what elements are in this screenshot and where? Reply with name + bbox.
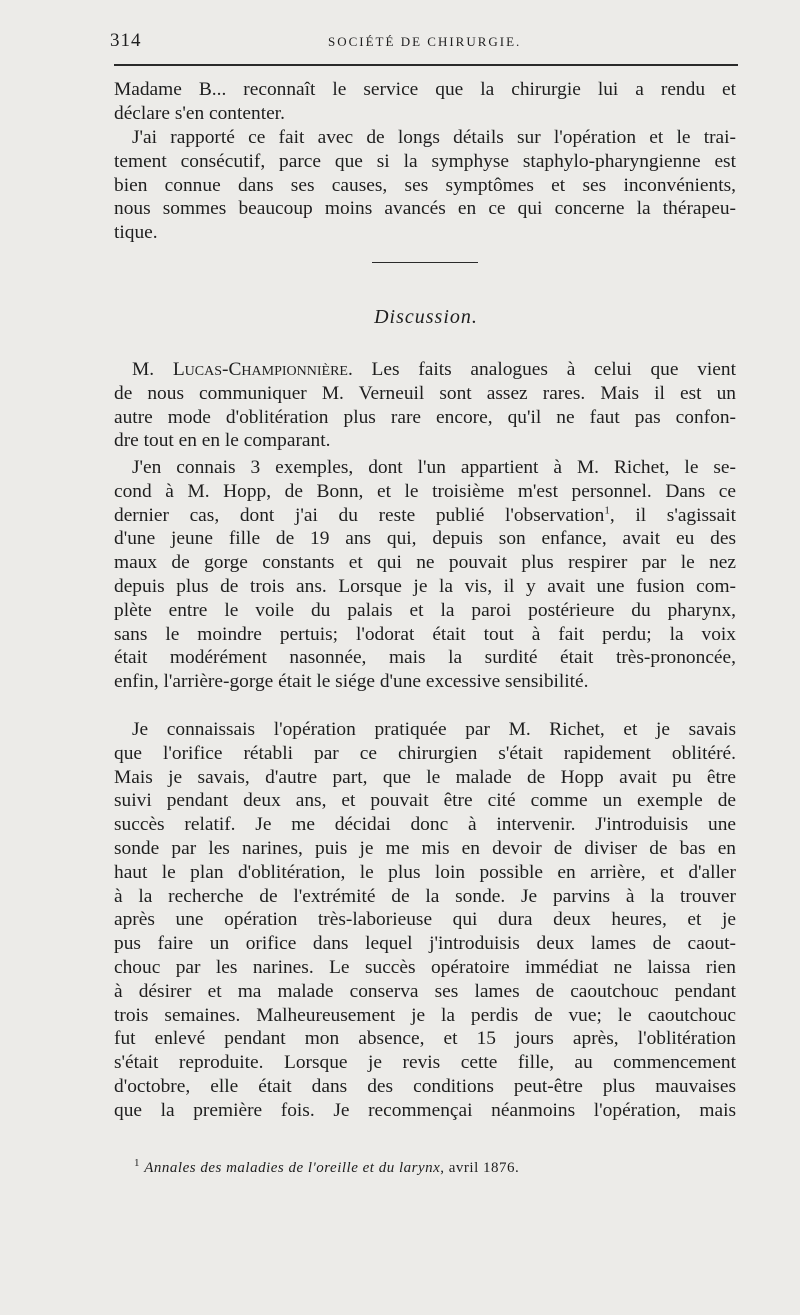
text-line: trois semaines. Malheureusement je la perdis de vue; le caoutchouc — [114, 1004, 736, 1026]
text-line: fut enlevé pendant mon absence, et 15 jours après, l'oblitération — [114, 1028, 736, 1050]
running-head: SOCIÉTÉ DE CHIRURGIE. — [328, 34, 522, 49]
footnote-mark: 1 — [134, 1157, 140, 1169]
text-fragment: dernier cas, dont j'ai du reste publié l'observation — [114, 504, 605, 526]
text-line: après une opération très-laborieuse qui dura deux heures, et je — [114, 909, 736, 931]
text-line: suivi pendant deux ans, et pouvait être cité comme un exemple de — [114, 790, 736, 812]
speaker-name: M. Lucas-Championnière. — [132, 359, 353, 380]
text-line: bien connue dans ses causes, ses symptômes et ses inconvénients, — [114, 174, 736, 196]
header-rule — [114, 64, 738, 66]
text-line: d'une jeune fille de 19 ans qui, depuis son enfance, avait eu des — [114, 528, 736, 550]
text-line: s'était reproduite. Lorsque je revis cette fille, au commencement — [114, 1052, 736, 1074]
text-line: pus faire un orifice dans lequel j'introduisis deux lames de caout- — [114, 933, 736, 955]
section-title: Discussion. — [374, 306, 478, 328]
text-line: autre mode d'oblitération plus rare encore, qu'il ne faut pas confon- — [114, 406, 736, 428]
text-line — [114, 504, 736, 528]
text-line: était modérément nasonnée, mais la surdité était très-prononcée, — [114, 647, 736, 669]
footnote-reference: 1 — [604, 504, 610, 517]
text-line: cond à M. Hopp, de Bonn, et le troisième m'est personnel. Dans ce — [114, 480, 736, 502]
text-line: sonde par les narines, puis je me mis en devoir de diviser de bas en — [114, 837, 736, 859]
text-line: que l'orifice rétabli par ce chirurgien s'était rapidement oblitéré. — [114, 742, 736, 764]
text-line: Je connaissais l'opération pratiquée par M. Richet, et je savais — [132, 719, 736, 740]
text-line: Mais je savais, d'autre part, que le malade de Hopp avait pu être — [114, 766, 736, 788]
text-line: à la recherche de l'extrémité de la sonde. Je parvins à la trouver — [114, 885, 736, 907]
page-number: 314 — [110, 30, 142, 51]
text-line: de nous communiquer M. Verneuil sont assez rares. Mais il est un — [114, 382, 736, 404]
text-line: déclare s'en contenter. — [114, 102, 285, 124]
text-line: dre tout en en le comparant. — [114, 430, 331, 452]
text-line: plète entre le voile du palais et la paroi postérieure du pharynx, — [114, 599, 736, 621]
text-line: depuis plus de trois ans. Lorsque je la vis, il y avait une fusion com- — [114, 575, 736, 597]
text-line: que la première fois. Je recommençai néanmoins l'opération, mais — [114, 1099, 736, 1121]
text-line: à désirer et ma malade conserva ses lames de caoutchouc pendant — [114, 980, 736, 1002]
text-line: tement consécutif, parce que si la symphyse staphylo-pharyngienne est — [114, 150, 736, 172]
discussion-paragraph-1 — [114, 358, 736, 453]
text-line: maux de gorge constants et qui ne pouvait plus respirer par le nez — [114, 552, 736, 574]
text-line: J'en connais 3 exemples, dont l'un appartient à M. Richet, le se- — [132, 457, 736, 478]
intro-paragraph-2 — [114, 126, 736, 245]
discussion-paragraph-3 — [114, 718, 736, 1123]
text-line: tique. — [114, 222, 158, 244]
text-line: succès relatif. Je me décidai donc à intervenir. J'introduisis une — [114, 814, 736, 836]
text-line: enfin, l'arrière-gorge était le siége d'une excessive sensibilité. — [114, 671, 589, 693]
text-line: chouc par les narines. Le succès opératoire immédiat ne laissa rien — [114, 956, 736, 978]
text-line: d'octobre, elle était dans des conditions peut-être plus mauvaises — [114, 1075, 736, 1097]
discussion-paragraph-2 — [114, 456, 736, 694]
text-line: haut le plan d'oblitération, le plus loin possible en arrière, et d'aller — [114, 861, 736, 883]
text-line: nous sommes beaucoup moins avancés en ce qui concerne la thérapeu- — [114, 198, 736, 220]
text-line — [114, 358, 736, 382]
section-rule — [372, 262, 478, 263]
footnote-source: Annales des maladies de l'oreille et du larynx — [144, 1160, 441, 1176]
text-line: sans le moindre pertuis; l'odorat était tout à fait perdu; la voix — [114, 623, 736, 645]
text-line: Madame B... reconnaît le service que la chirurgie lui a rendu et — [114, 79, 736, 100]
intro-paragraph-1 — [114, 78, 736, 126]
text-line: J'ai rapporté ce fait avec de longs détails sur l'opération et le trai- — [132, 127, 736, 148]
footnote — [134, 1157, 520, 1177]
text-fragment: , il s'agissait — [609, 504, 736, 526]
footnote-date: , avril 1876. — [440, 1160, 520, 1176]
text-fragment: Les faits analogues à celui que vient — [352, 359, 736, 380]
